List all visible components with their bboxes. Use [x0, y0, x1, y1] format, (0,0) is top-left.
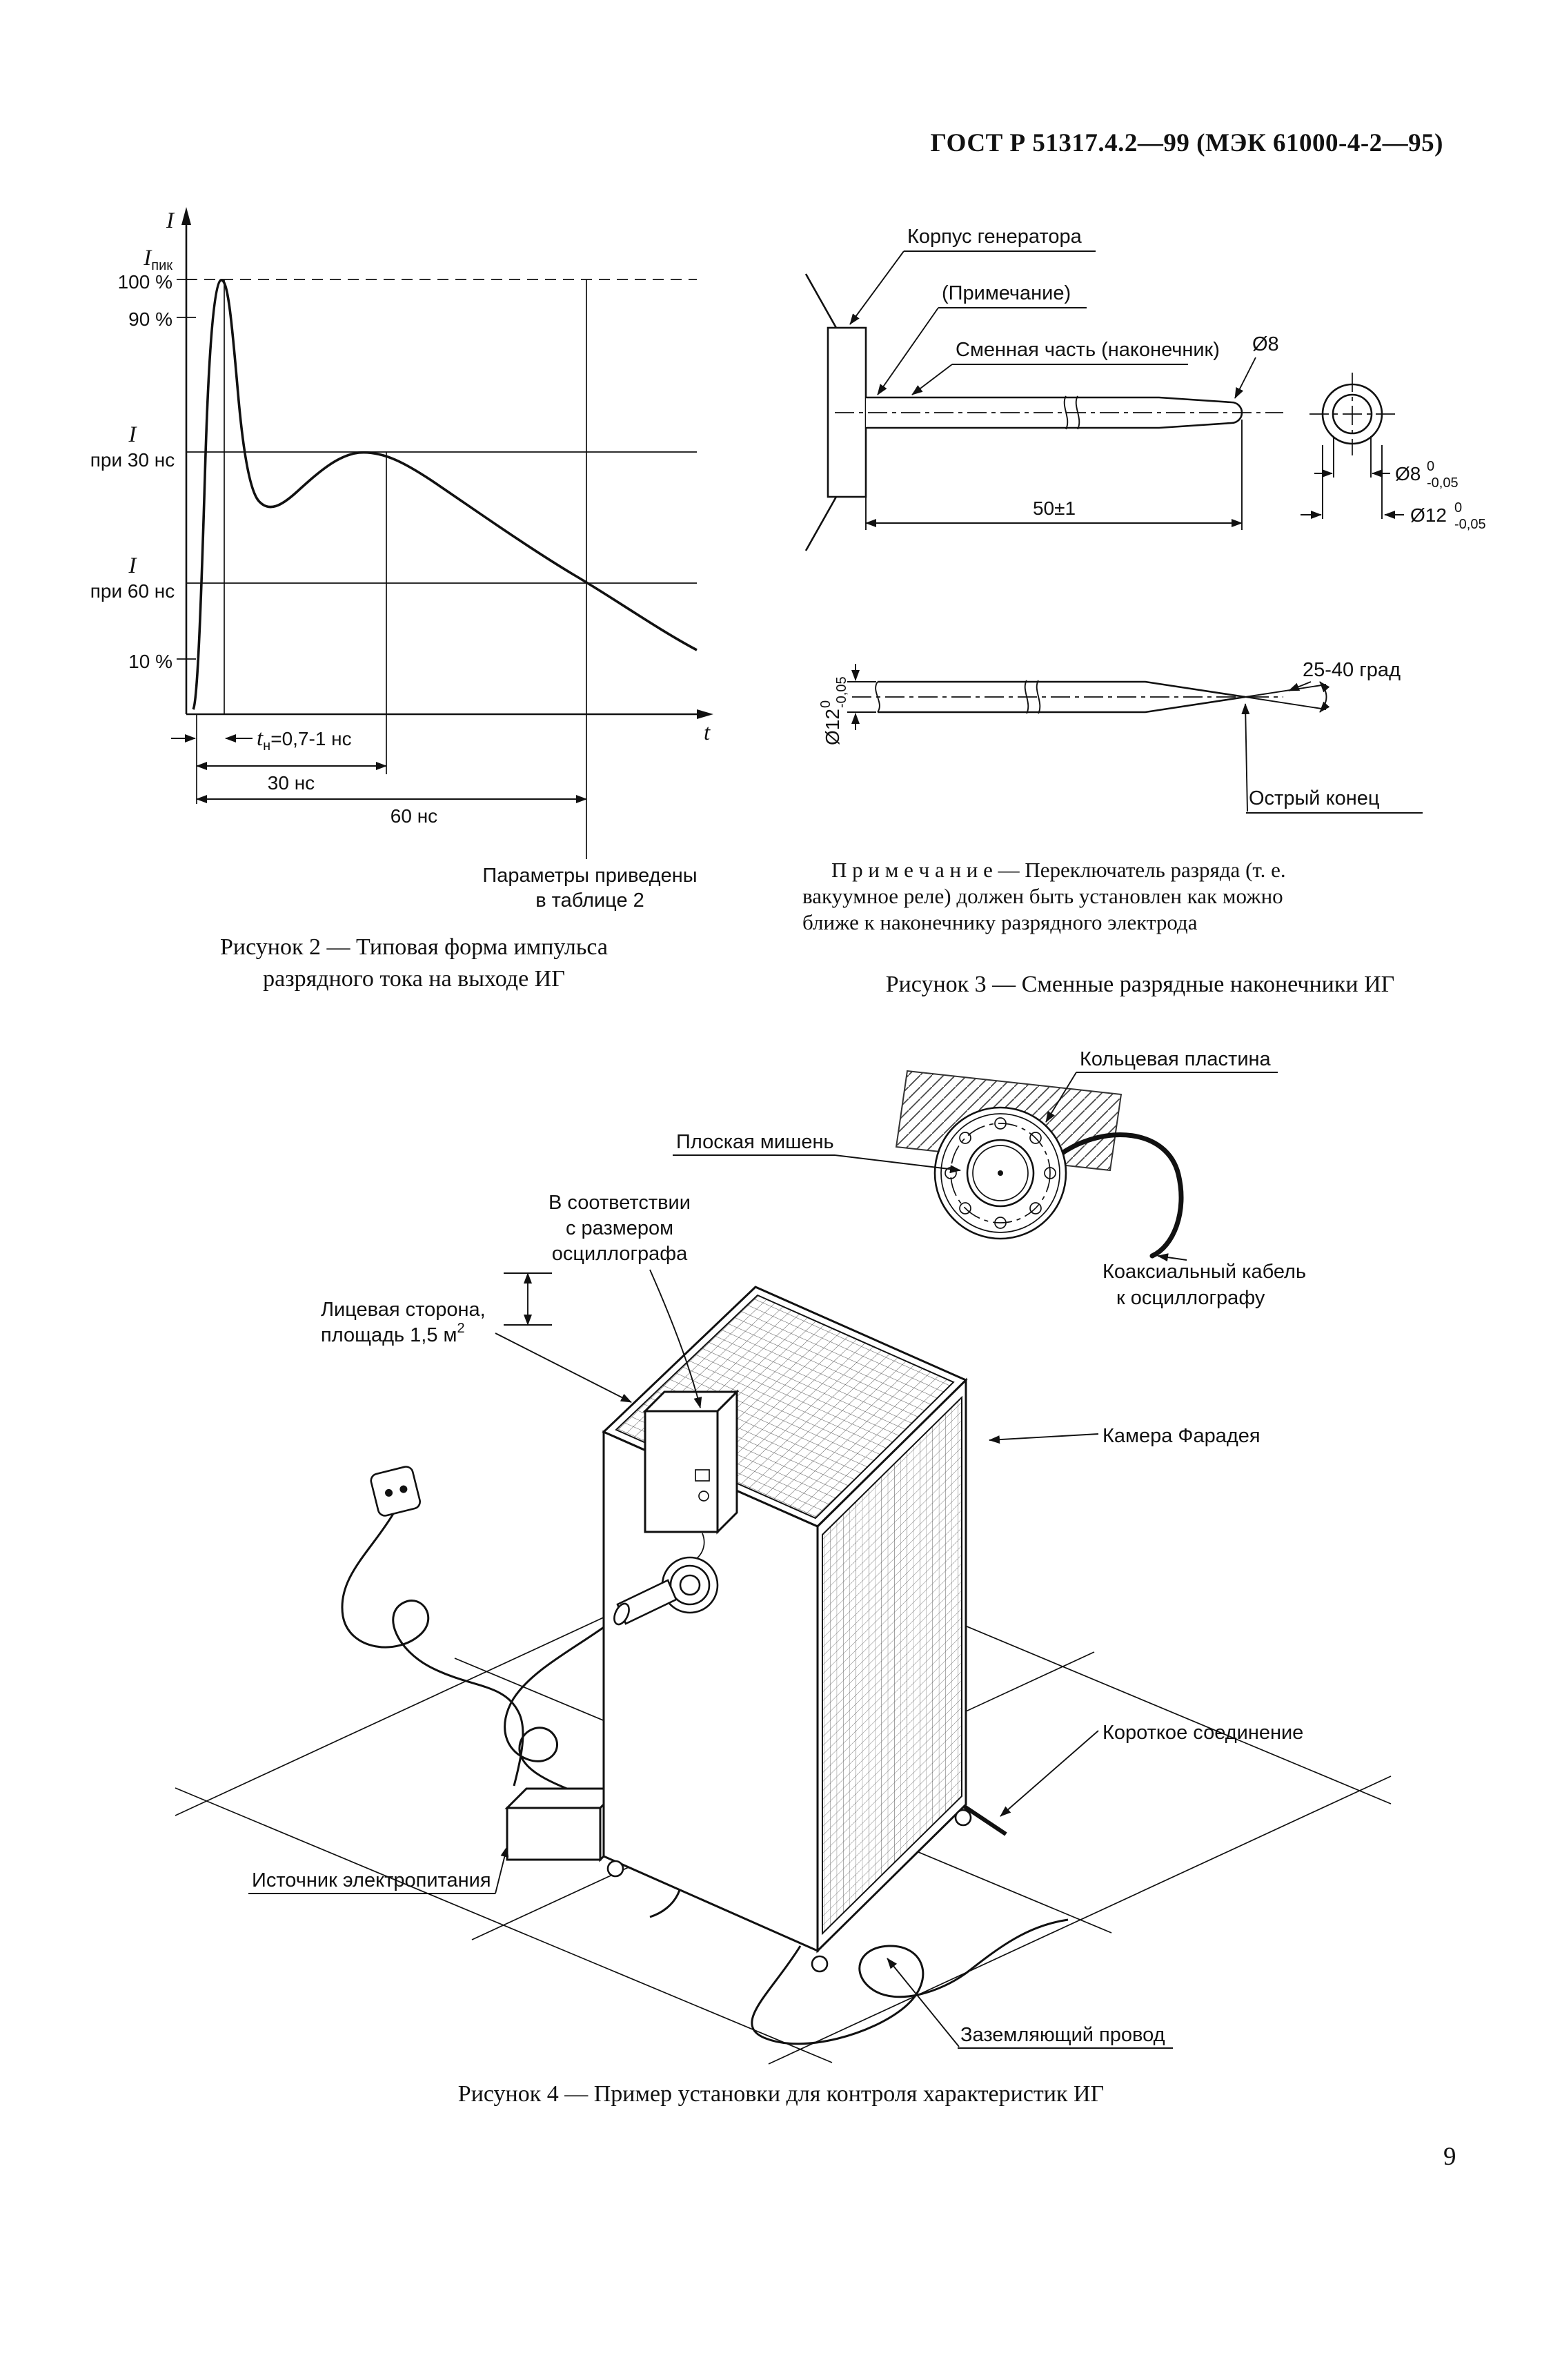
svg-text:-0,05: -0,05 — [834, 676, 849, 708]
axes — [177, 207, 713, 719]
power-source-label: Источник электропитания — [252, 1869, 491, 1891]
page-number: 9 — [1443, 2143, 1456, 2171]
figure3-tips-drawing — [800, 200, 1497, 821]
sharp-tip-side-view — [847, 664, 1327, 730]
front-side-label-2: площадь 1,5 $м^2$ — [321, 1321, 465, 1346]
dia8-tol-main: Ø8 — [1395, 463, 1421, 484]
dia8-tol-top: 0 — [1427, 459, 1435, 474]
note-line1: П р и м е ч а н и е — Переключатель разряда (т. е. — [831, 858, 1286, 882]
i30-label-1: I — [128, 422, 137, 447]
short-connection-label: Короткое соединение — [1103, 1722, 1304, 1744]
figure3-leaders — [850, 251, 1423, 813]
ring-plate-label: Кольцевая пластина — [1080, 1048, 1271, 1070]
sharp-end-label: Острый конец — [1249, 787, 1380, 809]
target-detail — [896, 1071, 1181, 1256]
faraday-label: Камера Фарадея — [1103, 1425, 1261, 1447]
coax-cable-label-2: к осциллографу — [1116, 1287, 1265, 1309]
size-label-3: осциллографа — [551, 1243, 688, 1265]
ground-wire-label: Заземляющий провод — [960, 2024, 1165, 2046]
replaceable-part-label: Сменная часть (наконечник) — [956, 339, 1220, 361]
dia8-tol-bot: -0,05 — [1427, 475, 1459, 491]
figure4-setup-drawing — [193, 1028, 1407, 2049]
svg-text:0: 0 — [818, 700, 833, 708]
pct-90-label: 90 % — [128, 308, 172, 330]
figure2-caption-line2: разрядного тока на выходе ИГ — [263, 966, 565, 992]
wall-outlet — [370, 1465, 422, 1517]
page-header: ГОСТ Р 51317.4.2—99 (МЭК 61000-4-2—95) — [930, 129, 1443, 157]
note-ref-label: (Примечание) — [942, 282, 1071, 304]
coax-cable-label-1: Коаксиальный кабель — [1103, 1261, 1307, 1283]
i60-label-1: I — [128, 553, 137, 578]
note-line3: ближе к наконечнику разрядного электрода — [802, 910, 1198, 934]
params-note-2: в таблице 2 — [535, 889, 644, 912]
svg-text:Ø12: Ø12 — [822, 709, 843, 745]
dia8-label: Ø8 — [1252, 333, 1279, 355]
i30-label-2: при 30 нс — [90, 449, 175, 471]
dia12-tol-bot: -0,05 — [1454, 517, 1486, 532]
figure3-caption: Рисунок 3 — Сменные разрядные наконечники ИГ — [885, 972, 1395, 997]
note-line2: вакуумное реле) должен быть установлен как можно — [802, 884, 1283, 908]
params-note-1: Параметры приведены — [482, 865, 698, 887]
dia12-rotated-dim — [818, 676, 849, 745]
dia12-tol-main: Ø12 — [1410, 504, 1447, 526]
figure3-note — [802, 857, 1477, 936]
dim-60ns-label: 60 нс — [390, 805, 438, 827]
y-axis-label: I — [166, 208, 174, 233]
t-axis-label: t — [704, 720, 711, 745]
figure2-waveform-chart — [83, 186, 745, 918]
i60-label-2: при 60 нс — [90, 580, 175, 602]
rise-time-label: $t_н=0,7-1$ нс — [257, 726, 352, 754]
tip-end-view — [1301, 373, 1404, 519]
front-side-label-1: Лицевая сторона, — [321, 1299, 486, 1321]
waveform-curve — [193, 280, 697, 709]
angle-label: 25-40 град — [1303, 659, 1401, 681]
faraday-cage — [604, 1287, 1006, 1971]
grid-lines — [186, 279, 697, 859]
dia12-tol-top: 0 — [1454, 500, 1463, 515]
size-label-1: В соответствии — [548, 1192, 691, 1214]
figure2-caption — [83, 932, 745, 995]
i-peak-label: $I_{пик}$ — [144, 246, 172, 273]
dimension-lines — [171, 738, 586, 799]
figure2-caption-line1: Рисунок 2 — Типовая форма импульса — [220, 934, 608, 960]
flat-target-label: Плоская мишень — [676, 1131, 834, 1153]
length-dim-label: 50±1 — [1032, 498, 1076, 519]
dim-30ns-label: 30 нс — [267, 772, 315, 794]
size-label-2: с размером — [565, 1217, 674, 1239]
pct-10-label: 10 % — [128, 651, 172, 672]
pct-100-label: 100 % — [117, 271, 172, 293]
figure4-caption: Рисунок 4 — Пример установки для контроля характеристик ИГ — [457, 2081, 1105, 2107]
generator-body-label: Корпус генератора — [907, 226, 1082, 248]
